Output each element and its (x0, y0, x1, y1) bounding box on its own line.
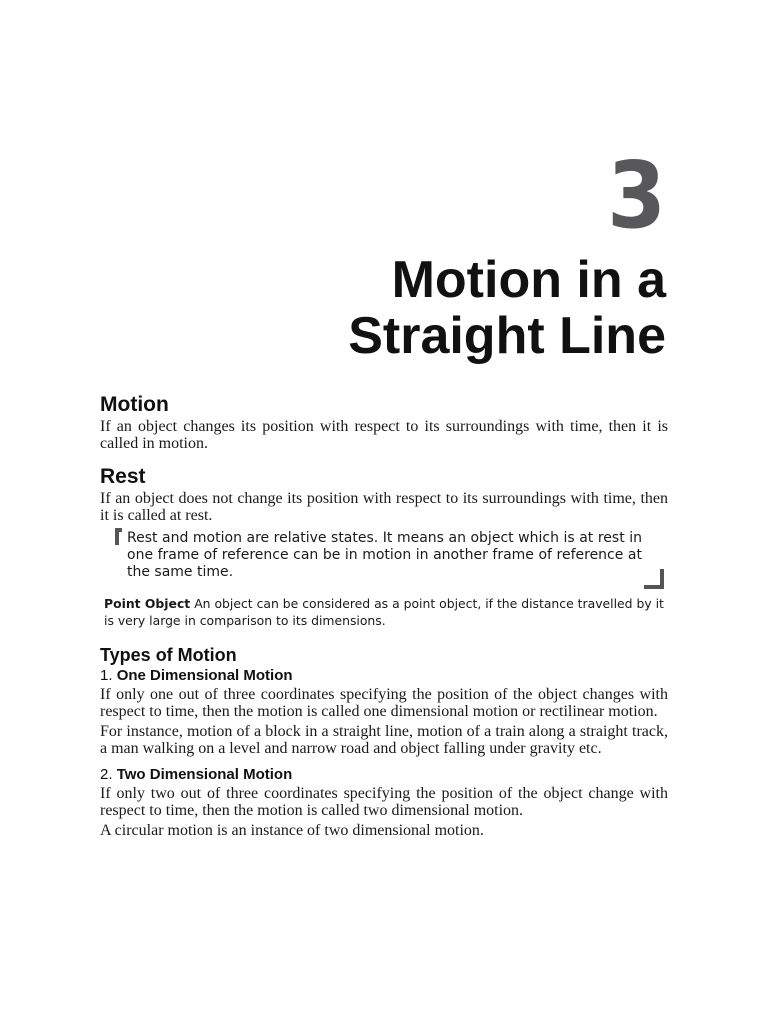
one-dimensional-heading (100, 666, 668, 686)
one-dimensional-definition: If only one out of three coordinates specifying the position of the object changes with respect to time, then the motion is called one dimensional motion or rectilinear motion. (100, 686, 668, 720)
relative-states-note (126, 530, 642, 581)
chapter-title-line-2: Straight Line (348, 307, 666, 365)
rest-heading: Rest (100, 465, 146, 488)
page-content (100, 392, 668, 839)
one-dimensional-examples: For instance, motion of a block in a straight line, motion of a train along a straight track, a man walking on a level and narrow road and object falling under gravity etc. (100, 723, 668, 757)
two-dimensional-example: A circular motion is an instance of two dimensional motion. (100, 822, 484, 839)
note-corner-top-left (115, 528, 122, 545)
one-dimensional-section (100, 666, 668, 757)
point-object-text: An object can be considered as a point object, if the distance travelled by it is very large in comparison to its dimensions. (104, 596, 664, 628)
item-label: One Dimensional Motion (116, 667, 293, 684)
types-of-motion-heading: Types of Motion (100, 645, 237, 665)
two-dimensional-definition: If only two out of three coordinates specifying the position of the object change with respect to time, then the motion is called two dimensional motion. (100, 785, 668, 819)
motion-definition: If an object changes its position with respect to its surroundings with time, then it is called in motion. (100, 418, 668, 452)
two-dimensional-heading (100, 765, 668, 785)
item-label: Two Dimensional Motion (116, 766, 293, 783)
item-number: 1. (100, 667, 113, 684)
point-object-definition (104, 595, 668, 629)
two-dimensional-section (100, 765, 668, 839)
item-number: 2. (100, 766, 113, 783)
note-text: Rest and motion are relative states. It means an object which is at rest in one frame of reference can be in motion in another frame of reference at the same time. (127, 530, 642, 580)
chapter-number: 3 (607, 142, 666, 249)
point-object-term: Point Object (104, 596, 191, 611)
chapter-title-line-1: Motion in a (391, 251, 666, 309)
rest-definition: If an object does not change its position with respect to its surroundings with time, then it is called at rest. (100, 490, 668, 524)
motion-heading: Motion (100, 393, 169, 416)
note-corner-bottom-right (644, 569, 664, 589)
chapter-title (348, 252, 666, 364)
